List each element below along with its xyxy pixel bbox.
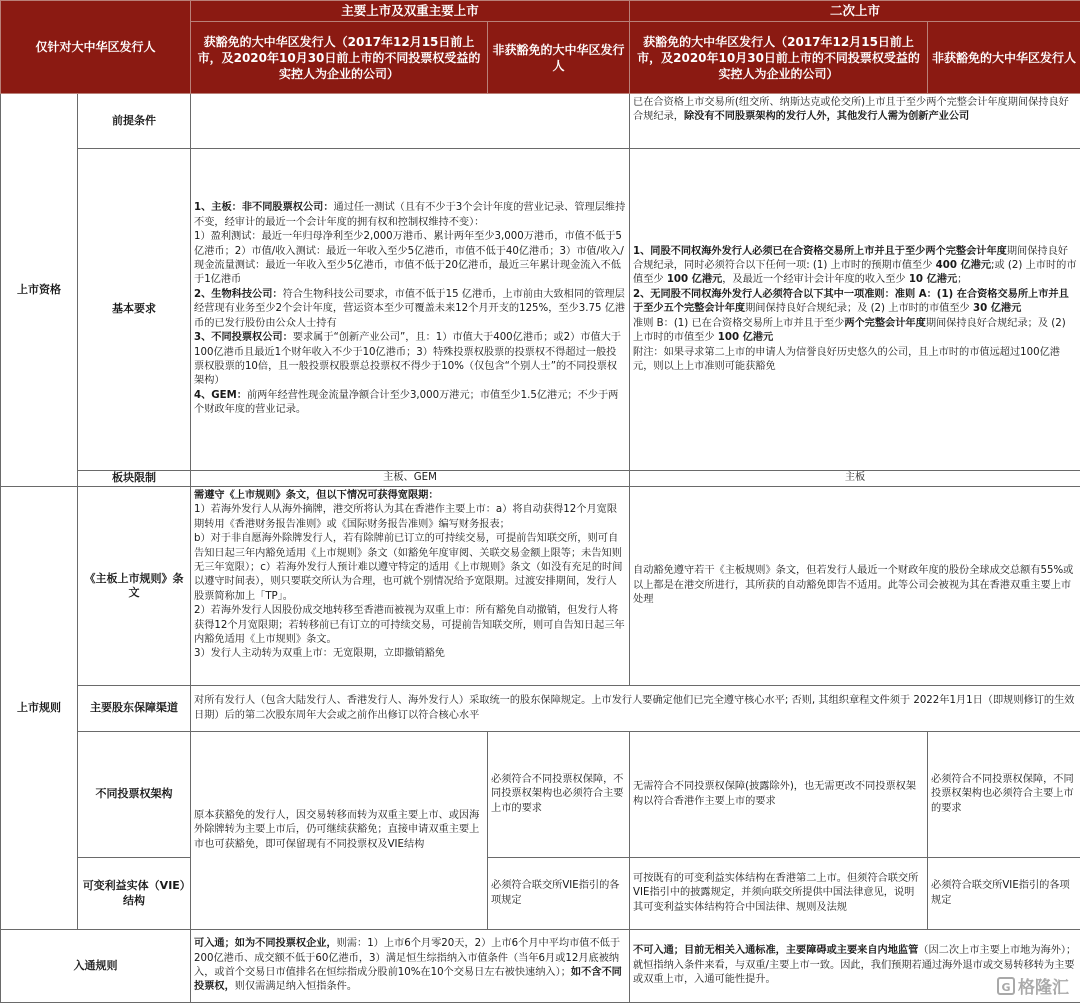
vie-primary-nonexempt-cell: 必须符合联交所VIE指引的各项规定 — [488, 858, 630, 930]
basic-primary-cell: 1、主板：非不同股票权公司：通过任一测试（且有不少于3个会计年度的营业记录、管理层维持不变，经审计的最近一个会计年度的拥有权和控制权维持不变）： 1）盈利测试：最近一年归母净利至少2,000万港币、累计两年至少3,000万港币，市值不低于5亿港币；2）市值/收入测试：最近一年收入至少5亿港币，市值不低于40亿港币；3）市值/收入/现金流量测试：最近一年收入至少5亿港币，市值不低于20亿港币，最近三年累计现金流入不低于1亿港币 2、生物科技公司：符合生物科技公司要求，市值不低于15 亿港币，上市前由大致相同的管理层经营现有业务至少2个会计年度，营运资本至少可覆盖未来12个月开支的125%，至少3.75 亿港币的已发行股份由公众人士持有 3、不同投票权公司：要求属于“创新产业公司”，且：1）市值大于400亿港币；或2）市值大于100亿港币且最近1个财年收入不少于10亿港币；3）特殊投票权股票的投票权不得超过一般投票权股票的10倍，且一般投票权股票总投票权不得少于10%（仅包含“个别人士”的不同投票权架构） 4、GEM：前两年经营性现金流量净额合计至少3,000万港元；市值至少1.5亿港元；不少于两个财政年度的营业记录。 — [191, 149, 630, 471]
watermark — [994, 973, 1072, 998]
row-label-board: 板块限制 — [78, 471, 191, 487]
board-primary-cell: 主板、GEM — [191, 471, 630, 487]
precondition-secondary-cell: 已在合资格上市交易所(纽交所、纳斯达克或伦交所)上市且于至少两个完整会计年度期间保持良好合规纪录，除没有不同股票架构的发行人外，其他发行人需为创新产业公司 — [630, 94, 1080, 149]
header-primary-nonexempt: 非获豁免的大中华区发行人 — [488, 22, 630, 94]
header-issuer-scope: 仅针对大中华区发行人 — [1, 1, 191, 94]
row-label-main-board-rules: 《主板上市规则》条文 — [78, 487, 191, 686]
wvr-vie-primary-exempt-cell: 原本获豁免的发行人，因交易转移而转为双重主要上市、或因海外除牌转为主要上市后，仍可继续获豁免；直接申请双重主要上市也可获豁免，即可保留现有不同投票权及VIE结构 — [191, 732, 488, 930]
header-secondary-exempt: 获豁免的大中华区发行人（2017年12月15日前上市，及2020年10月30日前上市的不同投票权受益的实控人为企业的公司） — [630, 22, 928, 94]
vie-secondary-nonexempt-cell: 必须符合联交所VIE指引的各项规定 — [928, 858, 1080, 930]
board-secondary-cell: 主板 — [630, 471, 1080, 487]
connect-secondary-cell: 不可入通；目前无相关入通标准，主要障碍或主要来自内地监管（因二次上市主要上市地为海外）；就恒指纳入条件来看，与双重/主要上市一致。因此，我们预期若通过海外退市或交易转移转为主要或双重上市，入通可能性提升。 — [630, 930, 1080, 1003]
row-label-vie: 可变利益实体（VIE）结构 — [78, 858, 191, 930]
section-listing-qualification: 上市资格 — [1, 94, 78, 487]
watermark-text: 格隆汇 — [1018, 978, 1069, 998]
row-label-precondition: 前提条件 — [78, 94, 191, 149]
header-primary-listing: 主要上市及双重主要上市 — [191, 1, 630, 22]
row-label-basic-requirements: 基本要求 — [78, 149, 191, 471]
section-connect-rules: 入通规则 — [1, 930, 191, 1003]
header-primary-exempt: 获豁免的大中华区发行人（2017年12月15日前上市，及2020年10月30日前上市的不同投票权受益的实控人为企业的公司） — [191, 22, 488, 94]
main-rules-primary-cell: 需遵守《上市规则》条文，但以下情况可获得宽限期： 1）若海外发行人从海外摘牌，港交所将认为其在香港作主要上市：a）将自动获得12个月宽限期转用《香港财务报告准则》或《国际财务报告准则》编写财务报表； b）对于非自愿海外除牌发行人，若有除牌前已订立的可持续交易，可提前告知联交所，则可自告知日起三年内豁免适用《上市规则》条文（如豁免年度审阅、关联交易金额上限等；未告知则无三年宽限）；c）若海外发行人预计难以遵守特定的适用《上市规则》条文（如没有充足的时间以遵守时间表），则只要联交所认为合理，也可就个别情况给予宽限期。过渡安排期间，发行人股票简称加上「TP」。 2）若海外发行人因股份成交地转移至香港而被视为双重上市：所有豁免自动撤销，但发行人将获得12个月宽限期；若转移前已有订立的可持续交易，可提前告知联交所，则可自告知日起三年内豁免适用《上市规则》条文。 3）发行人主动转为双重上市：无宽限期，立即撤销豁免 — [191, 487, 630, 686]
precondition-primary-cell — [191, 94, 630, 149]
section-listing-rules: 上市规则 — [1, 487, 78, 930]
shareholder-protection-cell: 对所有发行人（包含大陆发行人、香港发行人、海外发行人）采取统一的股东保障规定。上市发行人要确定他们已完全遵守核心水平; 否则, 其组织章程文件须于 2022年1月1日（即规则修订的生效日期）后的第二次股东周年大会或之前作出修订以符合核心水平 — [191, 686, 1080, 732]
row-label-shareholder-protection: 主要股东保障渠道 — [78, 686, 191, 732]
header-secondary-nonexempt: 非获豁免的大中华区发行人 — [928, 22, 1080, 94]
header-secondary-listing: 二次上市 — [630, 1, 1080, 22]
watermark-logo-icon: G — [997, 977, 1015, 995]
basic-secondary-cell: 1、同股不同权海外发行人必须已在合资格交易所上市并且于至少两个完整会计年度期间保持良好合规纪录，同时必须符合以下任何一项: (1) 上市时的预期市值至少 400 亿港元;或 (2) 上市时的市值至少 100 亿港元，及最近一个经审计会计年度的收入至少 10 亿港元； 2、无同股不同权海外发行人必须符合以下其中一项准则：准则 A：(1) 在合资格交易所上市并且于至少五个完整会计年度期间保持良好合规纪录；及 (2) 上市时的市值至少 30 亿港元 准则 B：(1) 已在合资格交易所上市并且于至少两个完整会计年度期间保持良好合规纪录；及 (2) 上市时的市值至少 100 亿港元 附注：如果寻求第二上市的申请人为信誉良好历史悠久的公司，且上市时的市值远超过100亿港元，则以上上市准则可能获豁免 — [630, 149, 1080, 471]
connect-primary-cell: 可入通；如为不同投票权企业，则需：1）上市6个月零20天，2）上市6个月中平均市值不低于200亿港币、成交额不低于60亿港币，3）满足恒生综指纳入市值条件（当年6月或12月底被纳入，或首个交易日市值排名在恒综指成分股前10%在10个交易日左右被快速纳入）；如不含不同投票权，则仅需满足纳入恒指条件。 — [191, 930, 630, 1003]
wvr-secondary-exempt-cell: 无需符合不同投票权保障(披露除外)，也无需更改不同投票权架构以符合香港作主要上市的要求 — [630, 732, 928, 858]
vie-secondary-exempt-cell: 可按既有的可变利益实体结构在香港第二上市。但须符合联交所VIE指引中的披露规定，并须向联交所提供中国法律意见，说明其可变利益实体结构符合中国法律、规则及法规 — [630, 858, 928, 930]
wvr-secondary-nonexempt-cell: 必须符合不同投票权保障，不同投票权架构也必须符合主要上市的要求 — [928, 732, 1080, 858]
wvr-primary-nonexempt-cell: 必须符合不同投票权保障，不同投票权架构也必须符合主要上市的要求 — [488, 732, 630, 858]
row-label-wvr: 不同投票权架构 — [78, 732, 191, 858]
main-rules-secondary-cell: 自动豁免遵守若干《主板规则》条文，但若发行人最近一个财政年度的股份全球成交总额有55%或以上都是在港交所进行，其所获的自动豁免即告不适用。此等公司会被视为其在香港双重主要上市处理 — [630, 487, 1080, 686]
